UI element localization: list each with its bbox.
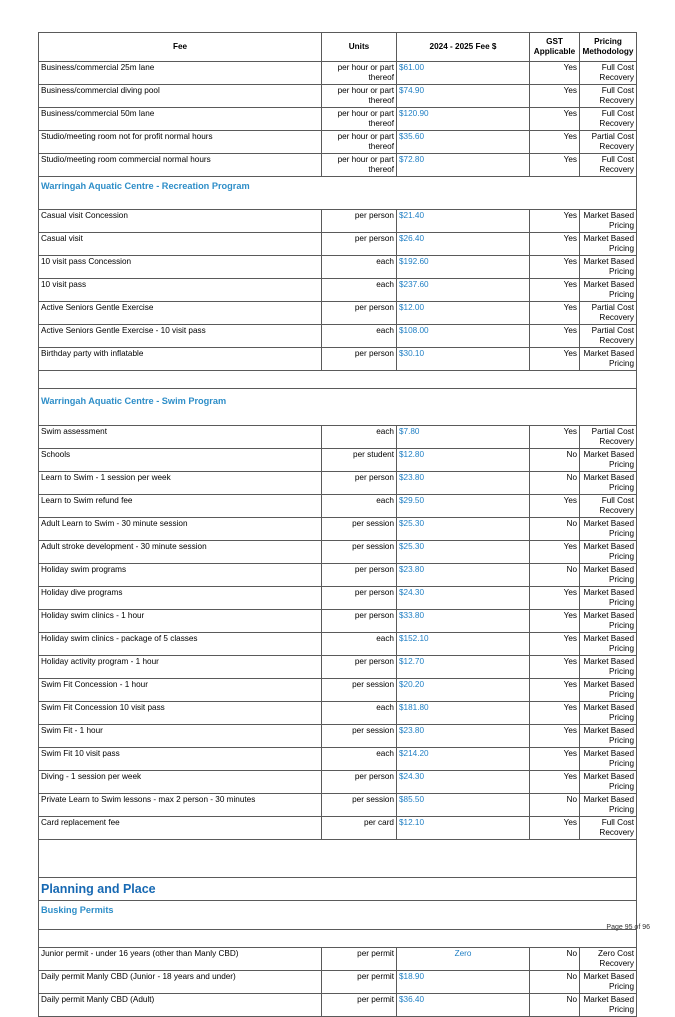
fee-method: Partial Cost Recovery — [580, 325, 637, 348]
fee-name: Casual visit Concession — [39, 210, 322, 233]
table-row — [39, 702, 637, 725]
page-number: Page 95 of 96 — [606, 924, 650, 931]
fee-units: each — [322, 633, 397, 656]
fee-gst: Yes — [530, 633, 580, 656]
table-row — [39, 325, 637, 348]
fee-gst: Yes — [530, 62, 580, 85]
fee-method: Market Based Pricing — [580, 748, 637, 771]
fee-amount: $26.40 — [397, 233, 530, 256]
fee-units: per person — [322, 302, 397, 325]
fee-amount: $23.80 — [397, 725, 530, 748]
fee-units: each — [322, 279, 397, 302]
fee-units: each — [322, 702, 397, 725]
fee-amount: $18.90 — [397, 971, 530, 994]
spacer-row — [39, 371, 637, 389]
fee-units: per hour or part thereof — [322, 62, 397, 85]
table-row — [39, 279, 637, 302]
fee-method: Market Based Pricing — [580, 587, 637, 610]
fee-name: Swim Fit 10 visit pass — [39, 748, 322, 771]
table-row — [39, 348, 637, 371]
fee-amount: $23.80 — [397, 564, 530, 587]
fee-amount: $20.20 — [397, 679, 530, 702]
fee-gst: Yes — [530, 256, 580, 279]
fee-name: Active Seniors Gentle Exercise — [39, 302, 322, 325]
table-row — [39, 564, 637, 587]
spacer-cell — [39, 371, 637, 389]
fee-gst: No — [530, 994, 580, 1017]
fee-name: Swim assessment — [39, 426, 322, 449]
fee-name: Junior permit - under 16 years (other than Manly CBD) — [39, 948, 322, 971]
fee-name: Swim Fit - 1 hour — [39, 725, 322, 748]
table-row — [39, 472, 637, 495]
spacer-cell — [39, 930, 637, 948]
fee-method: Market Based Pricing — [580, 449, 637, 472]
fee-method: Market Based Pricing — [580, 971, 637, 994]
table-row — [39, 62, 637, 85]
fee-units: per person — [322, 587, 397, 610]
fee-amount: $25.30 — [397, 518, 530, 541]
fee-method: Market Based Pricing — [580, 794, 637, 817]
fee-units: per person — [322, 771, 397, 794]
table-row — [39, 994, 637, 1017]
fee-name: Card replacement fee — [39, 817, 322, 840]
fee-gst: No — [530, 794, 580, 817]
fee-units: per student — [322, 449, 397, 472]
fee-amount: $214.20 — [397, 748, 530, 771]
table-row — [39, 633, 637, 656]
fee-method: Market Based Pricing — [580, 610, 637, 633]
fee-amount: $24.30 — [397, 587, 530, 610]
fee-amount: $12.10 — [397, 817, 530, 840]
section-heading-row — [39, 389, 637, 426]
header-units: Units — [322, 33, 397, 62]
section-title-swim: Warringah Aquatic Centre - Swim Program — [39, 389, 637, 426]
fee-gst: Yes — [530, 495, 580, 518]
table-row — [39, 610, 637, 633]
fee-amount: $12.80 — [397, 449, 530, 472]
header-method: Pricing Methodology — [580, 33, 637, 62]
table-row — [39, 108, 637, 131]
fee-name: Holiday dive programs — [39, 587, 322, 610]
fee-method: Market Based Pricing — [580, 256, 637, 279]
fee-amount: $12.70 — [397, 656, 530, 679]
fee-name: Business/commercial 25m lane — [39, 62, 322, 85]
fee-method: Market Based Pricing — [580, 994, 637, 1017]
subsection-heading-row — [39, 901, 637, 930]
table-row — [39, 587, 637, 610]
fee-units: per person — [322, 210, 397, 233]
fee-units: per card — [322, 817, 397, 840]
fee-gst: Yes — [530, 210, 580, 233]
fee-gst: No — [530, 518, 580, 541]
fee-name: Active Seniors Gentle Exercise - 10 visit pass — [39, 325, 322, 348]
table-row — [39, 771, 637, 794]
fee-units: per session — [322, 541, 397, 564]
fee-method: Full Cost Recovery — [580, 495, 637, 518]
fee-gst: Yes — [530, 325, 580, 348]
fee-method: Market Based Pricing — [580, 771, 637, 794]
fee-method: Market Based Pricing — [580, 541, 637, 564]
swim-section — [39, 389, 637, 878]
fee-units: per session — [322, 679, 397, 702]
fee-amount: $12.00 — [397, 302, 530, 325]
fee-name: Casual visit — [39, 233, 322, 256]
fee-gst: Yes — [530, 108, 580, 131]
pool-rows — [39, 62, 637, 177]
fee-name: Studio/meeting room commercial normal hours — [39, 154, 322, 177]
fee-gst: Yes — [530, 279, 580, 302]
fee-name: 10 visit pass Concession — [39, 256, 322, 279]
fee-name: Holiday swim clinics - 1 hour — [39, 610, 322, 633]
table-row — [39, 794, 637, 817]
fee-amount: $7.80 — [397, 426, 530, 449]
table-row — [39, 154, 637, 177]
table-row — [39, 748, 637, 771]
fee-units: per person — [322, 233, 397, 256]
fee-method: Partial Cost Recovery — [580, 302, 637, 325]
fee-name: Business/commercial 50m lane — [39, 108, 322, 131]
fee-method: Partial Cost Recovery — [580, 426, 637, 449]
fee-gst: No — [530, 564, 580, 587]
fee-gst: No — [530, 971, 580, 994]
fee-units: per hour or part thereof — [322, 154, 397, 177]
fee-name: Learn to Swim refund fee — [39, 495, 322, 518]
table-row — [39, 971, 637, 994]
fees-table — [38, 32, 637, 1017]
fee-units: per hour or part thereof — [322, 85, 397, 108]
fee-method: Market Based Pricing — [580, 725, 637, 748]
fee-method: Partial Cost Recovery — [580, 131, 637, 154]
fee-name: Holiday swim programs — [39, 564, 322, 587]
section-title-busking: Busking Permits — [39, 901, 637, 930]
fee-method: Full Cost Recovery — [580, 85, 637, 108]
fee-amount: $30.10 — [397, 348, 530, 371]
fee-units: per person — [322, 348, 397, 371]
fee-method: Market Based Pricing — [580, 702, 637, 725]
fee-amount: $120.90 — [397, 108, 530, 131]
spacer-row — [39, 840, 637, 878]
fee-gst: Yes — [530, 679, 580, 702]
fee-gst: Yes — [530, 302, 580, 325]
fee-amount: $61.00 — [397, 62, 530, 85]
fee-name: Birthday party with inflatable — [39, 348, 322, 371]
planning-section — [39, 878, 637, 1017]
header-row — [39, 33, 637, 62]
fee-units: per person — [322, 610, 397, 633]
fee-gst: Yes — [530, 702, 580, 725]
fee-units: per session — [322, 794, 397, 817]
fee-units: per hour or part thereof — [322, 131, 397, 154]
fee-units: per person — [322, 472, 397, 495]
fee-gst: Yes — [530, 725, 580, 748]
fee-method: Market Based Pricing — [580, 233, 637, 256]
fee-method: Zero Cost Recovery — [580, 948, 637, 971]
fee-units: per permit — [322, 948, 397, 971]
fee-gst: Yes — [530, 817, 580, 840]
fee-amount: $36.40 — [397, 994, 530, 1017]
fee-method: Full Cost Recovery — [580, 817, 637, 840]
fee-name: Swim Fit Concession 10 visit pass — [39, 702, 322, 725]
table-row — [39, 449, 637, 472]
fee-method: Market Based Pricing — [580, 518, 637, 541]
fee-name: Learn to Swim - 1 session per week — [39, 472, 322, 495]
fee-amount: $237.60 — [397, 279, 530, 302]
fee-name: Daily permit Manly CBD (Adult) — [39, 994, 322, 1017]
section-heading-row — [39, 878, 637, 901]
fee-gst: No — [530, 948, 580, 971]
fee-method: Market Based Pricing — [580, 656, 637, 679]
fee-units: per permit — [322, 971, 397, 994]
fee-gst: Yes — [530, 426, 580, 449]
fee-method: Market Based Pricing — [580, 279, 637, 302]
fee-name: Business/commercial diving pool — [39, 85, 322, 108]
fee-method: Market Based Pricing — [580, 210, 637, 233]
fee-gst: Yes — [530, 233, 580, 256]
fee-name: Adult Learn to Swim - 30 minute session — [39, 518, 322, 541]
fee-amount: $152.10 — [397, 633, 530, 656]
fee-gst: No — [530, 449, 580, 472]
fee-gst: Yes — [530, 85, 580, 108]
header-fee: Fee — [39, 33, 322, 62]
fee-amount: $33.80 — [397, 610, 530, 633]
fee-amount: $23.80 — [397, 472, 530, 495]
fee-gst: Yes — [530, 610, 580, 633]
fee-units: per person — [322, 656, 397, 679]
header-gst: GST Applicable — [530, 33, 580, 62]
table-row — [39, 426, 637, 449]
table-row — [39, 495, 637, 518]
fee-units: per session — [322, 725, 397, 748]
fee-units: each — [322, 325, 397, 348]
fee-units: per person — [322, 564, 397, 587]
fee-method: Full Cost Recovery — [580, 108, 637, 131]
table-row — [39, 233, 637, 256]
fee-amount: $21.40 — [397, 210, 530, 233]
table-row — [39, 256, 637, 279]
fee-gst: Yes — [530, 748, 580, 771]
fee-name: Schools — [39, 449, 322, 472]
table-row — [39, 131, 637, 154]
fee-method: Full Cost Recovery — [580, 154, 637, 177]
fee-name: 10 visit pass — [39, 279, 322, 302]
fee-amount: $35.60 — [397, 131, 530, 154]
fee-name: Holiday swim clinics - package of 5 classes — [39, 633, 322, 656]
fee-units: each — [322, 426, 397, 449]
recreation-section — [39, 177, 637, 389]
fee-name: Daily permit Manly CBD (Junior - 18 years and under) — [39, 971, 322, 994]
fee-gst: Yes — [530, 587, 580, 610]
fee-gst: Yes — [530, 348, 580, 371]
fee-units: each — [322, 748, 397, 771]
fee-units: per session — [322, 518, 397, 541]
fee-gst: Yes — [530, 656, 580, 679]
fee-name: Swim Fit Concession - 1 hour — [39, 679, 322, 702]
fee-units: per hour or part thereof — [322, 108, 397, 131]
spacer-row — [39, 930, 637, 948]
fee-method: Market Based Pricing — [580, 564, 637, 587]
fee-units: each — [322, 495, 397, 518]
fee-name: Holiday activity program - 1 hour — [39, 656, 322, 679]
table-row — [39, 948, 637, 971]
fee-method: Market Based Pricing — [580, 348, 637, 371]
fee-gst: No — [530, 472, 580, 495]
table-row — [39, 541, 637, 564]
fee-amount: $72.80 — [397, 154, 530, 177]
table-row — [39, 85, 637, 108]
fee-gst: Yes — [530, 541, 580, 564]
fee-amount: $85.50 — [397, 794, 530, 817]
table-row — [39, 210, 637, 233]
fee-gst: Yes — [530, 771, 580, 794]
spacer-cell — [39, 840, 637, 878]
fee-name: Diving - 1 session per week — [39, 771, 322, 794]
fee-name: Studio/meeting room not for profit normal hours — [39, 131, 322, 154]
fee-amount: $192.60 — [397, 256, 530, 279]
fee-name: Private Learn to Swim lessons - max 2 person - 30 minutes — [39, 794, 322, 817]
table-row — [39, 725, 637, 748]
section-heading-row — [39, 177, 637, 210]
table-row — [39, 302, 637, 325]
section-title-recreation: Warringah Aquatic Centre - Recreation Program — [39, 177, 637, 210]
fee-amount: $29.50 — [397, 495, 530, 518]
fee-method: Market Based Pricing — [580, 633, 637, 656]
fee-amount: $181.80 — [397, 702, 530, 725]
table-row — [39, 679, 637, 702]
fee-method: Market Based Pricing — [580, 472, 637, 495]
fee-amount: $108.00 — [397, 325, 530, 348]
fee-amount: Zero — [397, 948, 530, 971]
section-title-planning: Planning and Place — [39, 878, 637, 901]
fee-units: each — [322, 256, 397, 279]
fee-name: Adult stroke development - 30 minute session — [39, 541, 322, 564]
fee-method: Market Based Pricing — [580, 679, 637, 702]
fee-gst: Yes — [530, 131, 580, 154]
header-amount: 2024 - 2025 Fee $ — [397, 33, 530, 62]
fee-amount: $74.90 — [397, 85, 530, 108]
fee-amount: $25.30 — [397, 541, 530, 564]
fee-method: Full Cost Recovery — [580, 62, 637, 85]
fee-units: per permit — [322, 994, 397, 1017]
fee-gst: Yes — [530, 154, 580, 177]
fee-amount: $24.30 — [397, 771, 530, 794]
table-row — [39, 656, 637, 679]
table-row — [39, 817, 637, 840]
table-row — [39, 518, 637, 541]
